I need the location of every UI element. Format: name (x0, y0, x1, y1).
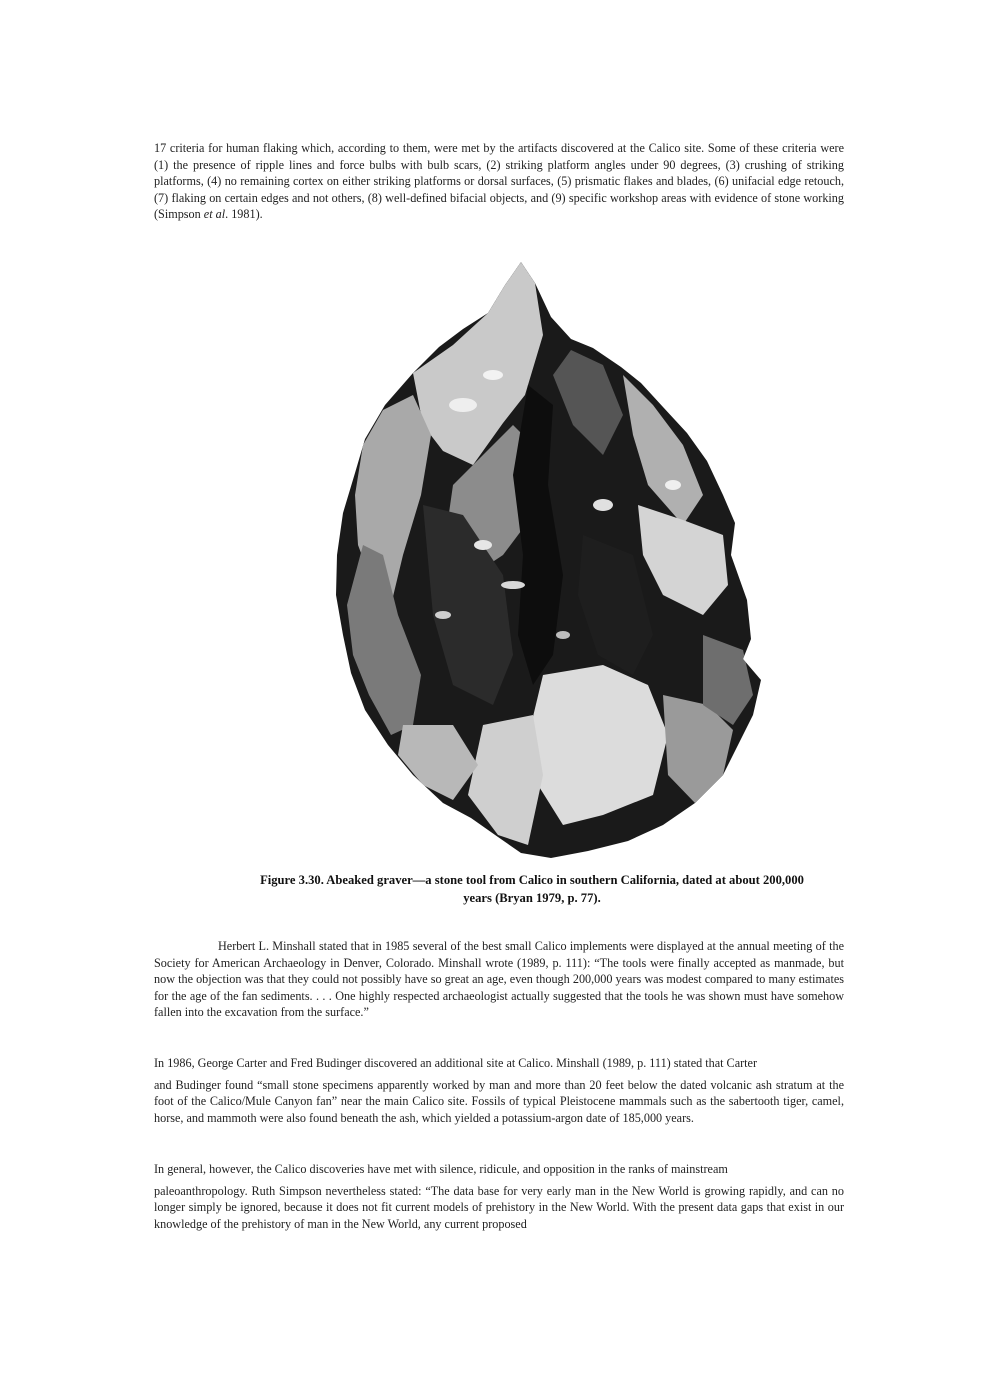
stone-tool-photo (303, 255, 765, 860)
intro-text: 17 criteria for human flaking which, according to them, were met by the artifacts discovered at the Calico site. Some of these criteria were (1) the presence of ripple lines and force bulbs with bulb scars, (2) striking platform angles under 90 degrees, (3) crushing of striking platforms, (4) no remaining cortex on either striking platforms or dorsal surfaces, (5) prismatic flakes and blades, (6) unifacial edge retouch, (7) flaking on certain edges and not others, (8) well-defined bifacial objects, and (9) specific workshop areas with evidence of stone working (Simpson (154, 141, 844, 222)
general-paragraph (154, 1161, 844, 1232)
minshall-paragraph: Herbert L. Minshall stated that in 1985 several of the best small Calico implements were displayed at the annual meeting of the Society for American Archaeology in Denver, Colorado. Minshall wrote (1989, p. 111): “The tools were finally accepted as manmade, but now the objection was that they could not possibly have so great an age, even though 200,000 years was modest compared to many estimates for the age of the fan sediments. . . . One highly respected archaeologist actually suggested that the tools he was shown must have somehow fallen into the excavation from the surface.” (154, 939, 844, 1020)
caption-line-1: Figure 3.30. Abeaked graver—a stone tool from Calico in southern California, dated at about 200,000 (260, 873, 804, 887)
general-text-a: In general, however, the Calico discoveries have met with silence, ridicule, and opposition in the ranks of mainstream (154, 1162, 728, 1176)
intro-italic: et al (203, 207, 226, 222)
caption-line-2: years (Bryan 1979, p. 77). (463, 891, 601, 905)
carter-text-a: In 1986, George Carter and Fred Budinger discovered an additional site at Calico. Minshall (1989, p. 111) stated that Carter (154, 1056, 758, 1070)
carter-text-b: and Budinger found “small stone specimens apparently worked by man and more than 20 feet below the dated volcanic ash stratum at the foot of the Calico/Mule Canyon fan” near the main Calico site. Fossils of typical Pleistocene mammals such as the sabertooth tiger, camel, horse, and mammoth were also found beneath the ash, which yielded a potassium-argon date of 185,000 years. (154, 1077, 844, 1125)
intro-paragraph (154, 140, 844, 223)
general-text-b: paleoanthropology. Ruth Simpson nevertheless stated: “The data base for very early man in the New World is growing rapidly, and can no longer simply be ignored, because it does not fit current models of prehistory in the New World. With the present data gaps that exist in our knowledge of the prehistory of man in the New World, any current proposed (154, 1183, 844, 1231)
figure-caption (222, 871, 842, 907)
carter-paragraph (154, 1055, 844, 1126)
intro-text-end: . 1981). (225, 207, 263, 222)
